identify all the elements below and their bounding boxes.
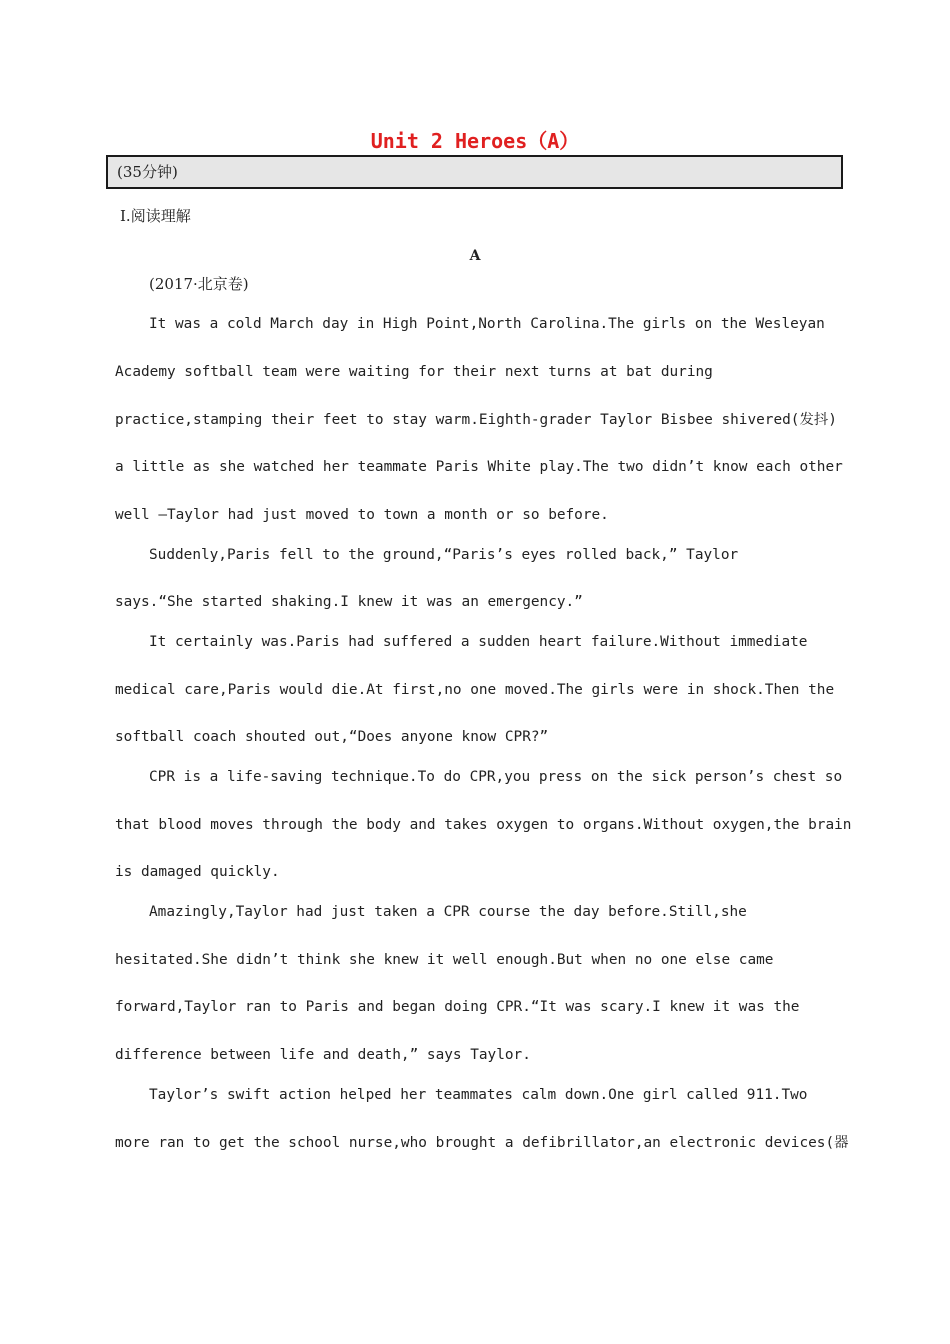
text-line: CPR is a life-saving technique.To do CPR,you press on the sick person’s chest so [149, 769, 843, 785]
text-line: medical care,Paris would die.At first,no one moved.The girls were in shock.Then the [115, 682, 835, 698]
text-line: says.“She started shaking.I knew it was an emergency.” [115, 594, 583, 610]
text-line: Suddenly,Paris fell to the ground,“Paris’s eyes rolled back,” Taylor [149, 547, 739, 563]
text-line: is damaged quickly. [115, 864, 280, 880]
text-line: Academy softball team were waiting for their next turns at bat during [115, 364, 713, 380]
text-line: hesitated.She didn’t think she knew it well enough.But when no one else came [115, 952, 774, 968]
text-line: forward,Taylor ran to Paris and began doing CPR.“It was scary.I knew it was the [115, 999, 800, 1015]
time-limit-text: (35分钟) [117, 163, 178, 181]
section-heading: Ⅰ.阅读理解 [120, 207, 191, 225]
text-line: a little as she watched her teammate Paris White play.The two didn’t know each other [115, 459, 843, 475]
time-limit-box [106, 155, 843, 189]
text-line: It certainly was.Paris had suffered a sudden heart failure.Without immediate [149, 634, 808, 650]
text-line: more ran to get the school nurse,who brought a defibrillator,an electronic devices(器 [115, 1135, 849, 1151]
text-line: It was a cold March day in High Point,North Carolina.The girls on the Wesleyan [149, 316, 825, 332]
text-line: difference between life and death,” says Taylor. [115, 1047, 531, 1063]
text-line: practice,stamping their feet to stay warm.Eighth-grader Taylor Bisbee shivered(发抖) [115, 412, 837, 428]
text-line: that blood moves through the body and takes oxygen to organs.Without oxygen,the brain [115, 817, 852, 833]
text-line: Taylor’s swift action helped her teammates calm down.One girl called 911.Two [149, 1087, 808, 1103]
text-line: well —Taylor had just moved to town a month or so before. [115, 507, 609, 523]
passage-source: (2017·北京卷) [149, 275, 249, 293]
passage-label: A [469, 248, 481, 264]
text-line: Amazingly,Taylor had just taken a CPR course the day before.Still,she [149, 904, 747, 920]
text-line: softball coach shouted out,“Does anyone know CPR?” [115, 729, 549, 745]
page-title: Unit 2 Heroes（A） [370, 129, 580, 153]
